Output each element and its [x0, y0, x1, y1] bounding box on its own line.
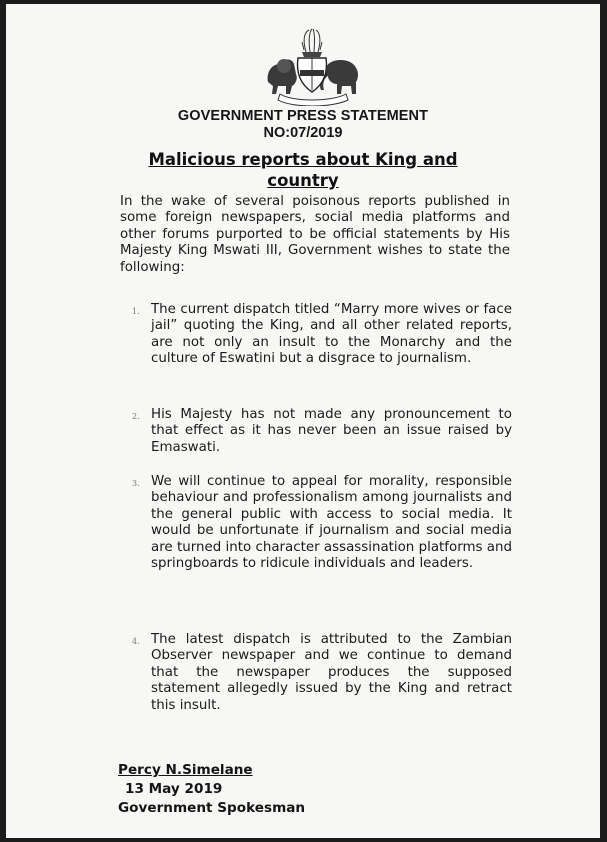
statement-header: GOVERNMENT PRESS STATEMENT: [177, 108, 429, 124]
list-item-text: We will continue to appeal for morality, responsible behaviour and professionalism among journalists and the general public with access to social media. It would be unfortunate if journalism and social media are turned into character assassination platforms and springboards to ridicule individuals and leaders.: [151, 474, 512, 572]
statement-date: 13 May 2019: [125, 781, 223, 797]
list-item: [132, 302, 512, 368]
list-item: [132, 632, 512, 714]
list-item: [132, 407, 512, 456]
list-item-text: His Majesty has not made any pronouncement to that effect as it has never been an issue raised by Emaswati.: [151, 407, 512, 455]
list-item-number: 4.: [132, 637, 140, 646]
signatory-name: Percy N.Simelane: [118, 762, 253, 778]
list-item: [132, 474, 512, 572]
list-item-number: 3.: [132, 479, 140, 488]
coat-of-arms-icon: [262, 28, 362, 106]
list-item-number: 1.: [132, 307, 140, 316]
signatory-role: Government Spokesman: [118, 800, 306, 816]
list-item-text: The latest dispatch is attributed to the Zambian Observer newspaper and we continue to demand that the newspaper produces the supposed statement allegedly issued by the King and retract this insult.: [151, 632, 512, 713]
press-statement-page: [6, 4, 600, 838]
statement-number: NO:07/2019: [263, 125, 343, 141]
statement-title: Malicious reports about King and country: [148, 150, 458, 190]
list-item-text: The current dispatch titled “Marry more wives or face jail” quoting the King, and all other related reports, are not only an insult to the Monarchy and the culture of Eswatini but a disgrace to journalism.: [151, 302, 512, 367]
list-item-number: 2.: [132, 412, 140, 421]
intro-paragraph: In the wake of several poisonous reports published in some foreign newspapers, social media platforms and other forums purported to be official statements by His Majesty King Mswati III, Government wishes to state the following:: [120, 194, 510, 275]
